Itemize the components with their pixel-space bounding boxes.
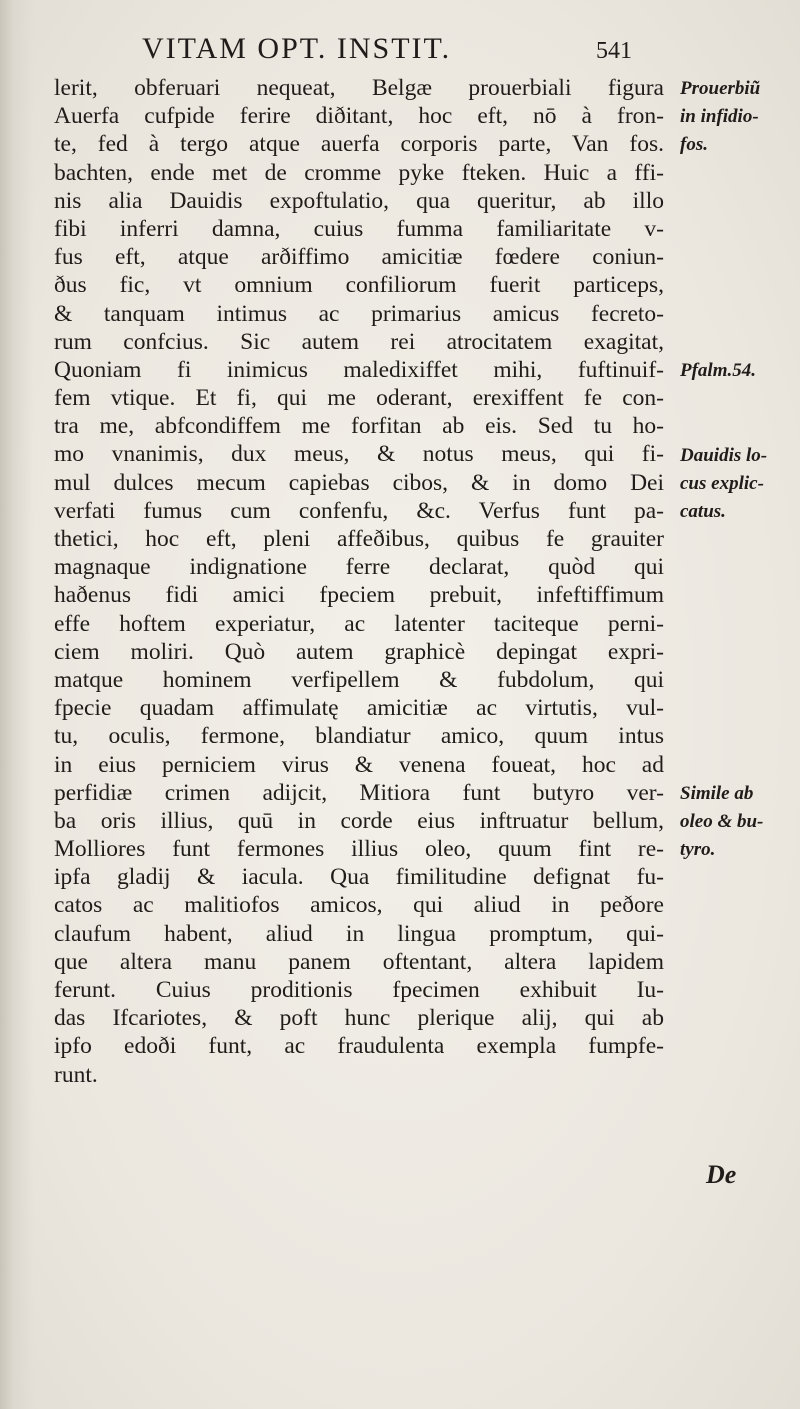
text-line: ðus fic, vt omnium confiliorum fuerit particeps, xyxy=(54,272,664,299)
text-line: ciem moliri. Quò autem graphicè depingat expri- xyxy=(54,638,664,665)
text-line: in eius perniciem virus & venena foueat, hoc ad xyxy=(54,751,664,778)
marginal-note: Pfalm.54. xyxy=(680,360,756,381)
text-line: ba oris illius, quū in corde eius inftruatur bellum, xyxy=(54,807,664,834)
marginal-note: Dauidis lo- xyxy=(680,444,768,466)
text-line: tra me, abfcondiffem me forfitan ab eis. Sed tu ho- xyxy=(54,413,664,440)
page-number: 541 xyxy=(596,38,632,64)
text-line: haðenus fidi amici fpeciem prebuit, infeftiffimum xyxy=(54,582,664,609)
text-line: lerit, obferuari nequeat, Belgæ prouerbiali figura xyxy=(54,75,664,101)
text-line: que altera manu panem oftentant, altera lapidem xyxy=(54,948,664,975)
text-line: rum confcius. Sic autem rei atrocitatem exagitat, xyxy=(54,328,664,355)
text-line: ferunt. Cuius proditionis fpecimen exhibuit Iu- xyxy=(54,977,664,1003)
marginal-note: in infidio- xyxy=(680,106,759,128)
text-line: mo vnanimis, dux meus, & notus meus, qui fi- xyxy=(54,441,664,468)
text-line: nis alia Dauidis expoftulatio, qua queritur, ab illo xyxy=(54,187,664,214)
text-line: fus eft, atque arðiffimo amicitiæ fœdere coniun- xyxy=(54,244,664,271)
text-line: fem vtique. Et fi, qui me oderant, erexiffent fe con- xyxy=(54,385,664,412)
text-line: verfati fumus cum confenfu, &c. Verfus funt pa- xyxy=(54,497,664,524)
text-line: Auerfa cufpide ferire diðitant, hoc eft, nō à fron- xyxy=(54,103,664,130)
text-line: mul dulces mecum capiebas cibos, & in domo Dei xyxy=(54,469,664,496)
text-line: & tanquam intimus ac primarius amicus fecreto- xyxy=(54,300,664,327)
text-line: catos ac malitiofos amicos, qui aliud in peðore xyxy=(54,892,664,919)
running-head: VITAM OPT. INSTIT. xyxy=(142,32,452,65)
text-line: fibi inferri damna, cuius fumma familiaritate v- xyxy=(54,215,664,242)
text-line: Quoniam fi inimicus maledixiffet mihi, fuftinuif- xyxy=(54,356,664,383)
marginal-note: Simile ab xyxy=(680,783,754,804)
text-line: Molliores funt fermones illius oleo, quum fint re- xyxy=(54,836,664,863)
marginal-note: oleo & bu- xyxy=(680,811,764,833)
text-line: te, fed à tergo atque auerfa corporis parte, Van fos. xyxy=(54,131,664,158)
text-line: runt. xyxy=(54,1061,98,1088)
text-line: ipfa gladij & iacula. Qua fimilitudine defignat fu- xyxy=(54,864,664,891)
text-line: fpecie quadam affimulatę amicitiæ ac virtutis, vul- xyxy=(54,695,664,722)
body-text xyxy=(54,74,664,1089)
marginal-note: cus explic- xyxy=(680,472,764,494)
text-line: perfidiæ crimen adijcit, Mitiora funt butyro ver- xyxy=(54,779,664,806)
text-line: tu, oculis, fermone, blandiatur amico, quum intus xyxy=(54,723,664,750)
marginal-note: catus. xyxy=(680,501,726,522)
text-line: effe hoftem experiatur, ac latenter taciteque perni- xyxy=(54,610,664,637)
marginal-note: Prouerbiũ xyxy=(680,78,761,99)
gutter-shadow xyxy=(0,0,34,1409)
text-line: matque hominem verfipellem & fubdolum, qui xyxy=(54,666,664,693)
text-line: ipfo edoði funt, ac fraudulenta exempla fumpfe- xyxy=(54,1033,664,1060)
text-line: bachten, ende met de cromme pyke fteken. Huic a ffi- xyxy=(54,159,664,186)
text-line: thetici, hoc eft, pleni affeðibus, quibus fe grauiter xyxy=(54,526,664,552)
marginal-note: tyro. xyxy=(680,839,716,861)
text-line: das Ifcariotes, & poft hunc plerique alij, qui ab xyxy=(54,1005,664,1032)
text-line: claufum habent, aliud in lingua promptum, qui- xyxy=(54,920,664,947)
text-line: magnaque indignatione ferre declarat, quòd qui xyxy=(54,554,664,581)
marginal-note: fos. xyxy=(680,134,708,156)
catchword: De xyxy=(706,1160,737,1189)
page-header xyxy=(0,28,800,68)
